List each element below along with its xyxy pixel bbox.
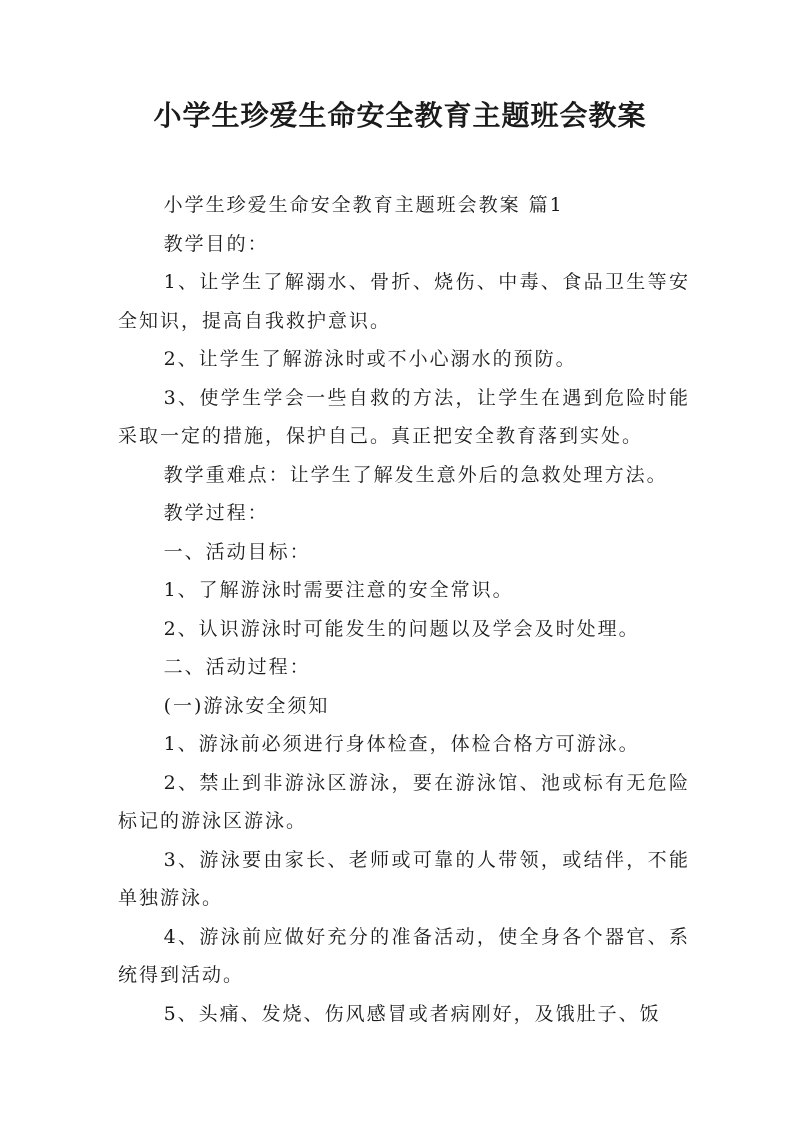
paragraph: 1、让学生了解溺水、骨折、烧伤、中毒、食品卫生等安全知识，提高自我救护意识。: [118, 271, 690, 332]
paragraph: 2、让学生了解游泳时或不小心溺水的预防。: [163, 348, 577, 370]
paragraph: 4、游泳前应做好充分的准备活动，使全身各个器官、系统得到活动。: [118, 925, 690, 986]
section-heading: 小学生珍爱生命安全教育主题班会教案 篇1: [163, 194, 564, 216]
paragraph: 一、活动目标：: [163, 540, 311, 563]
paragraph: 教学过程：: [163, 502, 269, 524]
paragraph: 2、禁止到非游泳区游泳，要在游泳馆、池或标有无危险标记的游泳区游泳。: [118, 771, 690, 832]
paragraph: (一)游泳安全须知: [163, 694, 330, 717]
paragraph: 1、游泳前必须进行身体检查，体检合格方可游泳。: [163, 733, 640, 755]
paragraph: 二、活动过程：: [163, 656, 311, 678]
paragraph: 教学重难点：让学生了解发生意外后的急救处理方法。: [163, 463, 668, 486]
paragraph: 3、使学生学会一些自救的方法，让学生在遇到危险时能采取一定的措施，保护自己。真正把安全教育落到实处。: [118, 386, 690, 447]
paragraph: 3、游泳要由家长、老师或可靠的人带领，或结伴，不能单独游泳。: [118, 848, 690, 909]
paragraph: 1、了解游泳时需要注意的安全常识。: [163, 579, 514, 601]
paragraph: 5、头痛、发烧、伤风感冒或者病刚好，及饿肚子、饭: [163, 1002, 661, 1025]
document-title: 小学生珍爱生命安全教育主题班会教案: [153, 99, 647, 132]
document-body: [118, 186, 690, 1033]
paragraph: 2、认识游泳时可能发生的问题以及学会及时处理。: [163, 617, 640, 640]
paragraph: 教学目的：: [163, 232, 269, 255]
